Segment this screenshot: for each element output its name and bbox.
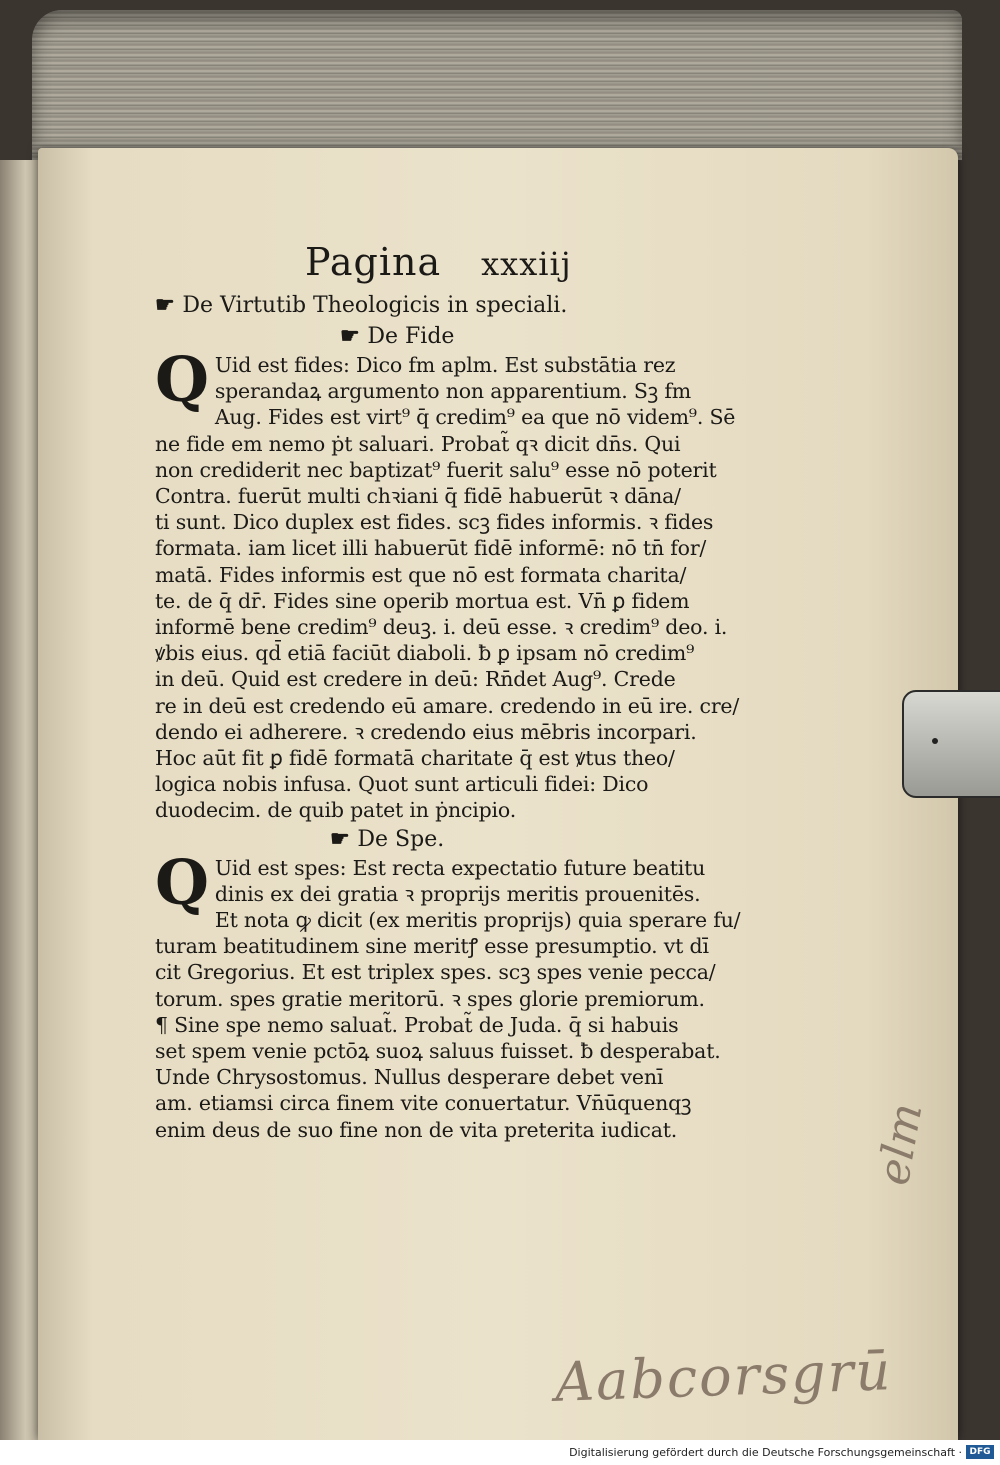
initial-letter: Q (155, 343, 209, 416)
text-line: sperandaꝝ argumento non apparentium. Sꝫ fm (214, 379, 691, 404)
text-line: Uid est spes: Est recta expectatio future beatitu (214, 855, 706, 880)
spe-heading (330, 824, 775, 855)
handwritten-note-bottom: Aabcorsgrū (554, 1339, 894, 1414)
text-line: Hoc aūt fit ꝑ fidē formatā charitate q̄ est ꝟtus theo/ (155, 746, 675, 771)
text-line: Unde Chrysostomus. Nullus desperare debet venī (155, 1065, 664, 1090)
text-line: informē bene credim⁹ deuꝫ. i. deū esse. ꝛ credim⁹ deo. i. (155, 615, 728, 640)
text-line: am. etiamsi circa finem vite conuertatur. Vn̄ūquenqꝫ (155, 1091, 692, 1116)
header-number: xxxiij (481, 245, 572, 283)
text-line: matā. Fides informis est que nō est formata charita/ (155, 562, 687, 587)
text-line: duodecim. de quib patet in ṗncipio. (155, 798, 517, 823)
dfg-logo: DFG (966, 1445, 994, 1459)
text-line: ¶ Sine spe nemo saluat̃. Probat̃ de Juda. q̄ si habuis (155, 1012, 679, 1037)
header-word: Pagina (305, 240, 442, 284)
funding-credit: Digitalisierung gefördert durch die Deutsche Forschungsgemeinschaft · (569, 1446, 962, 1459)
handwritten-note-right: elm (868, 1099, 933, 1189)
page-header (305, 240, 775, 284)
text-line: Uid est fides: Dico fm aplm. Est substātia rez (214, 353, 676, 377)
pointing-hand-icon: ☛ (340, 323, 368, 349)
book-top-edge (32, 10, 962, 160)
text-line: ꝟbis eius. qd̄ etiā faciūt diaboli. ƀ ꝑ ipsam nō credim⁹ (155, 641, 695, 666)
text-line: re in deū est credendo eū amare. credendo in eū ire. cre/ (155, 693, 740, 718)
text-line: dendo ei adherere. ꝛ credendo eius mēbris incorpari. (155, 719, 697, 744)
text-line: turam beatitudinem sine meritꝭ esse presumptio. vt dī (155, 934, 709, 959)
pointing-hand-icon: ☛ (155, 292, 183, 318)
text-line: set spem venie pctōꝝ suoꝝ saluus fuisset. ƀ desperabat. (155, 1039, 721, 1064)
page-text (155, 240, 775, 1143)
text-line: Et nota ꝙ dicit (ex meritis proprijs) quia sperare fu/ (214, 908, 741, 933)
text-line: ne fide em nemo ṗt saluari. Probat̃ qꝛ dicit dn̄s. Qui (155, 431, 681, 456)
text-line: dinis ex dei gratia ꝛ proprijs meritis prouenitēs. (214, 881, 701, 906)
left-page-edge (0, 160, 42, 1440)
page-clip (902, 690, 1000, 798)
text-line: Contra. fuerūt multi chꝛiani q̄ fidē habuerūt ꝛ dāna/ (155, 484, 681, 509)
text-line: non crediderit nec baptizat⁹ fuerit salu⁹ esse nō poterit (155, 457, 717, 482)
text-line: ti sunt. Dico duplex est fides. scꝫ fides informis. ꝛ fides (155, 510, 714, 535)
text-line: in deū. Quid est credere in deū: Rn̄det Aug⁹. Crede (155, 667, 676, 692)
section-title (155, 290, 775, 321)
text-line: enim deus de suo fine non de vita preterita iudicat. (155, 1117, 678, 1142)
section-title-text: De Virtutib Theologicis in speciali. (182, 293, 568, 318)
text-line: Aug. Fides est virt⁹ q̄ credim⁹ ea que nō videm⁹. Sē (214, 405, 736, 430)
text-line: torum. spes gratie meritorū. ꝛ spes glorie premiorum. (155, 986, 705, 1011)
spe-heading-text: De Spe. (357, 826, 445, 852)
pointing-hand-icon: ☛ (330, 825, 358, 852)
fide-paragraph (155, 343, 775, 824)
text-line: te. de q̄ dr̄. Fides sine operib mortua est. Vn̄ ꝑ fidem (155, 588, 690, 613)
text-line: cit Gregorius. Et est triplex spes. scꝫ spes venie pecca/ (155, 960, 716, 985)
fide-heading-text: De Fide (367, 324, 455, 349)
text-line: logica nobis infusa. Quot sunt articuli fidei: Dico (155, 772, 649, 797)
clip-pin (932, 738, 938, 744)
fide-heading (340, 321, 775, 352)
text-line: formata. iam licet illi habuerūt fidē informē: nō tn̄ for/ (155, 536, 707, 561)
footer-bar (0, 1440, 1000, 1465)
spe-paragraph (155, 845, 775, 1143)
initial-letter: Q (155, 845, 209, 919)
